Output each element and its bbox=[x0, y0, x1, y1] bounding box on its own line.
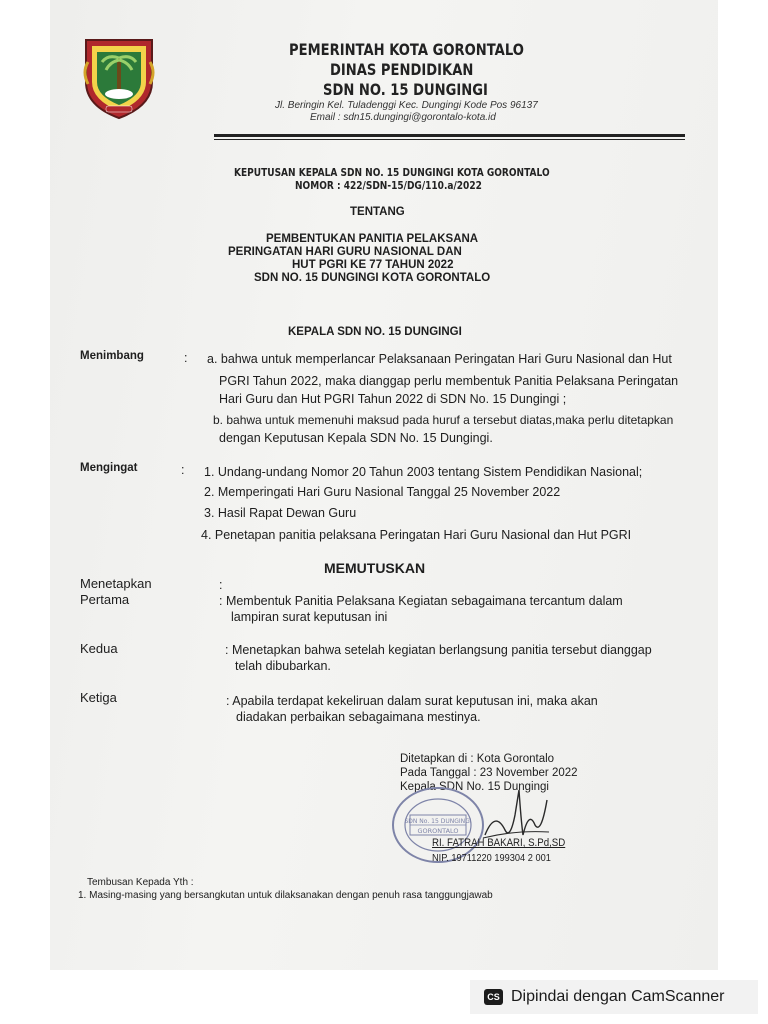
pertama-line-1: : Membentuk Panitia Pelaksana Kegiatan sebagaimana tercantum dalam bbox=[219, 594, 623, 608]
decree-title: KEPUTUSAN KEPALA SDN NO. 15 DUNGINGI KOTA GORONTALO bbox=[234, 166, 550, 179]
pertama-line-2: lampiran surat keputusan ini bbox=[231, 610, 388, 624]
pertama-label: Pertama bbox=[80, 592, 130, 607]
menimbang-line-5: dengan Keputusan Kepala SDN No. 15 Dungingi. bbox=[219, 431, 493, 445]
signature-place: Ditetapkan di : Kota Gorontalo bbox=[400, 753, 555, 765]
menimbang-line-1: a. bahwa untuk memperlancar Pelaksanaan Peringatan Hari Guru Nasional dan Hut bbox=[207, 352, 672, 366]
header-divider-thick bbox=[214, 134, 685, 137]
camscanner-watermark bbox=[470, 980, 758, 1014]
decree-about: TENTANG bbox=[350, 206, 405, 218]
menimbang-line-2: PGRI Tahun 2022, maka dianggap perlu membentuk Panitia Pelaksana Peringatan bbox=[219, 374, 679, 388]
kedua-line-2: telah dibubarkan. bbox=[235, 659, 331, 673]
subject-line-2: PERINGATAN HARI GURU NASIONAL DAN bbox=[228, 246, 462, 258]
menetapkan-label: Menetapkan bbox=[80, 576, 152, 591]
ketiga-line-2: diadakan perbaikan sebagaimana mestinya. bbox=[236, 710, 481, 724]
ketiga-label: Ketiga bbox=[80, 690, 117, 705]
mengingat-colon: : bbox=[181, 463, 185, 477]
menimbang-label: Menimbang bbox=[80, 350, 144, 362]
signature-name: RI. FATRAH BAKARI, S.Pd,SD bbox=[432, 837, 566, 849]
ketiga-line-1: : Apabila terdapat kekeliruan dalam surat keputusan ini, maka akan bbox=[226, 694, 598, 708]
header-school: SDN NO. 15 DUNGINGI bbox=[323, 80, 488, 99]
kedua-label: Kedua bbox=[80, 641, 118, 656]
header-department: DINAS PENDIDIKAN bbox=[330, 60, 474, 79]
city-emblem-logo bbox=[80, 32, 158, 120]
svg-text:GORONTALO: GORONTALO bbox=[417, 827, 459, 835]
mengingat-item-4: 4. Penetapan panitia pelaksana Peringatan Hari Guru Nasional dan Hut PGRI bbox=[201, 528, 632, 542]
camscanner-logo-icon: CS bbox=[484, 989, 503, 1005]
mengingat-item-3: 3. Hasil Rapat Dewan Guru bbox=[204, 506, 357, 520]
menetapkan-colon: : bbox=[219, 578, 223, 592]
tembusan-title: Tembusan Kepada Yth : bbox=[87, 877, 194, 888]
subject-line-1: PEMBENTUKAN PANITIA PELAKSANA bbox=[266, 233, 479, 245]
svg-text:SDN No. 15 DUNGINGI: SDN No. 15 DUNGINGI bbox=[404, 818, 472, 825]
mengingat-item-1: 1. Undang-undang Nomor 20 Tahun 2003 tentang Sistem Pendidikan Nasional; bbox=[204, 465, 643, 479]
signature-position: Kepala SDN No. 15 Dungingi bbox=[400, 781, 549, 793]
signature-nip: NIP. 19711220 199304 2 001 bbox=[432, 852, 551, 864]
signature-date: Pada Tanggal : 23 November 2022 bbox=[400, 767, 578, 779]
mengingat-item-2: 2. Memperingati Hari Guru Nasional Tanggal 25 November 2022 bbox=[204, 485, 561, 499]
header-government: PEMERINTAH KOTA GORONTALO bbox=[289, 40, 524, 59]
menimbang-line-3: Hari Guru dan Hut PGRI Tahun 2022 di SDN No. 15 Dungingi ; bbox=[219, 392, 567, 406]
subject-line-3: HUT PGRI KE 77 TAHUN 2022 bbox=[292, 259, 454, 271]
header-divider-thin bbox=[214, 139, 685, 140]
menimbang-colon: : bbox=[184, 351, 188, 365]
kedua-line-1: : Menetapkan bahwa setelah kegiatan berlangsung panitia tersebut dianggap bbox=[225, 643, 652, 657]
camscanner-text: Dipindai dengan CamScanner bbox=[511, 988, 725, 1005]
decree-number: NOMOR : 422/SDN-15/DG/110.a/2022 bbox=[295, 179, 482, 192]
menimbang-line-4: b. bahwa untuk memenuhi maksud pada huruf a tersebut diatas,maka perlu ditetapkan bbox=[213, 413, 674, 427]
header-address: Jl. Beringin Kel. Tuladenggi Kec. Dungingi Kode Pos 96137 bbox=[275, 100, 538, 111]
subject-line-4: SDN NO. 15 DUNGINGI KOTA GORONTALO bbox=[254, 272, 491, 284]
header-email: Email : sdn15.dungingi@gorontalo-kota.id bbox=[310, 112, 496, 123]
memutuskan-heading: MEMUTUSKAN bbox=[324, 560, 426, 576]
tembusan-item: 1. Masing-masing yang bersangkutan untuk dilaksanakan dengan penuh rasa tanggungjawab bbox=[78, 890, 493, 901]
issuer-heading: KEPALA SDN NO. 15 DUNGINGI bbox=[288, 326, 462, 338]
mengingat-label: Mengingat bbox=[80, 462, 138, 474]
